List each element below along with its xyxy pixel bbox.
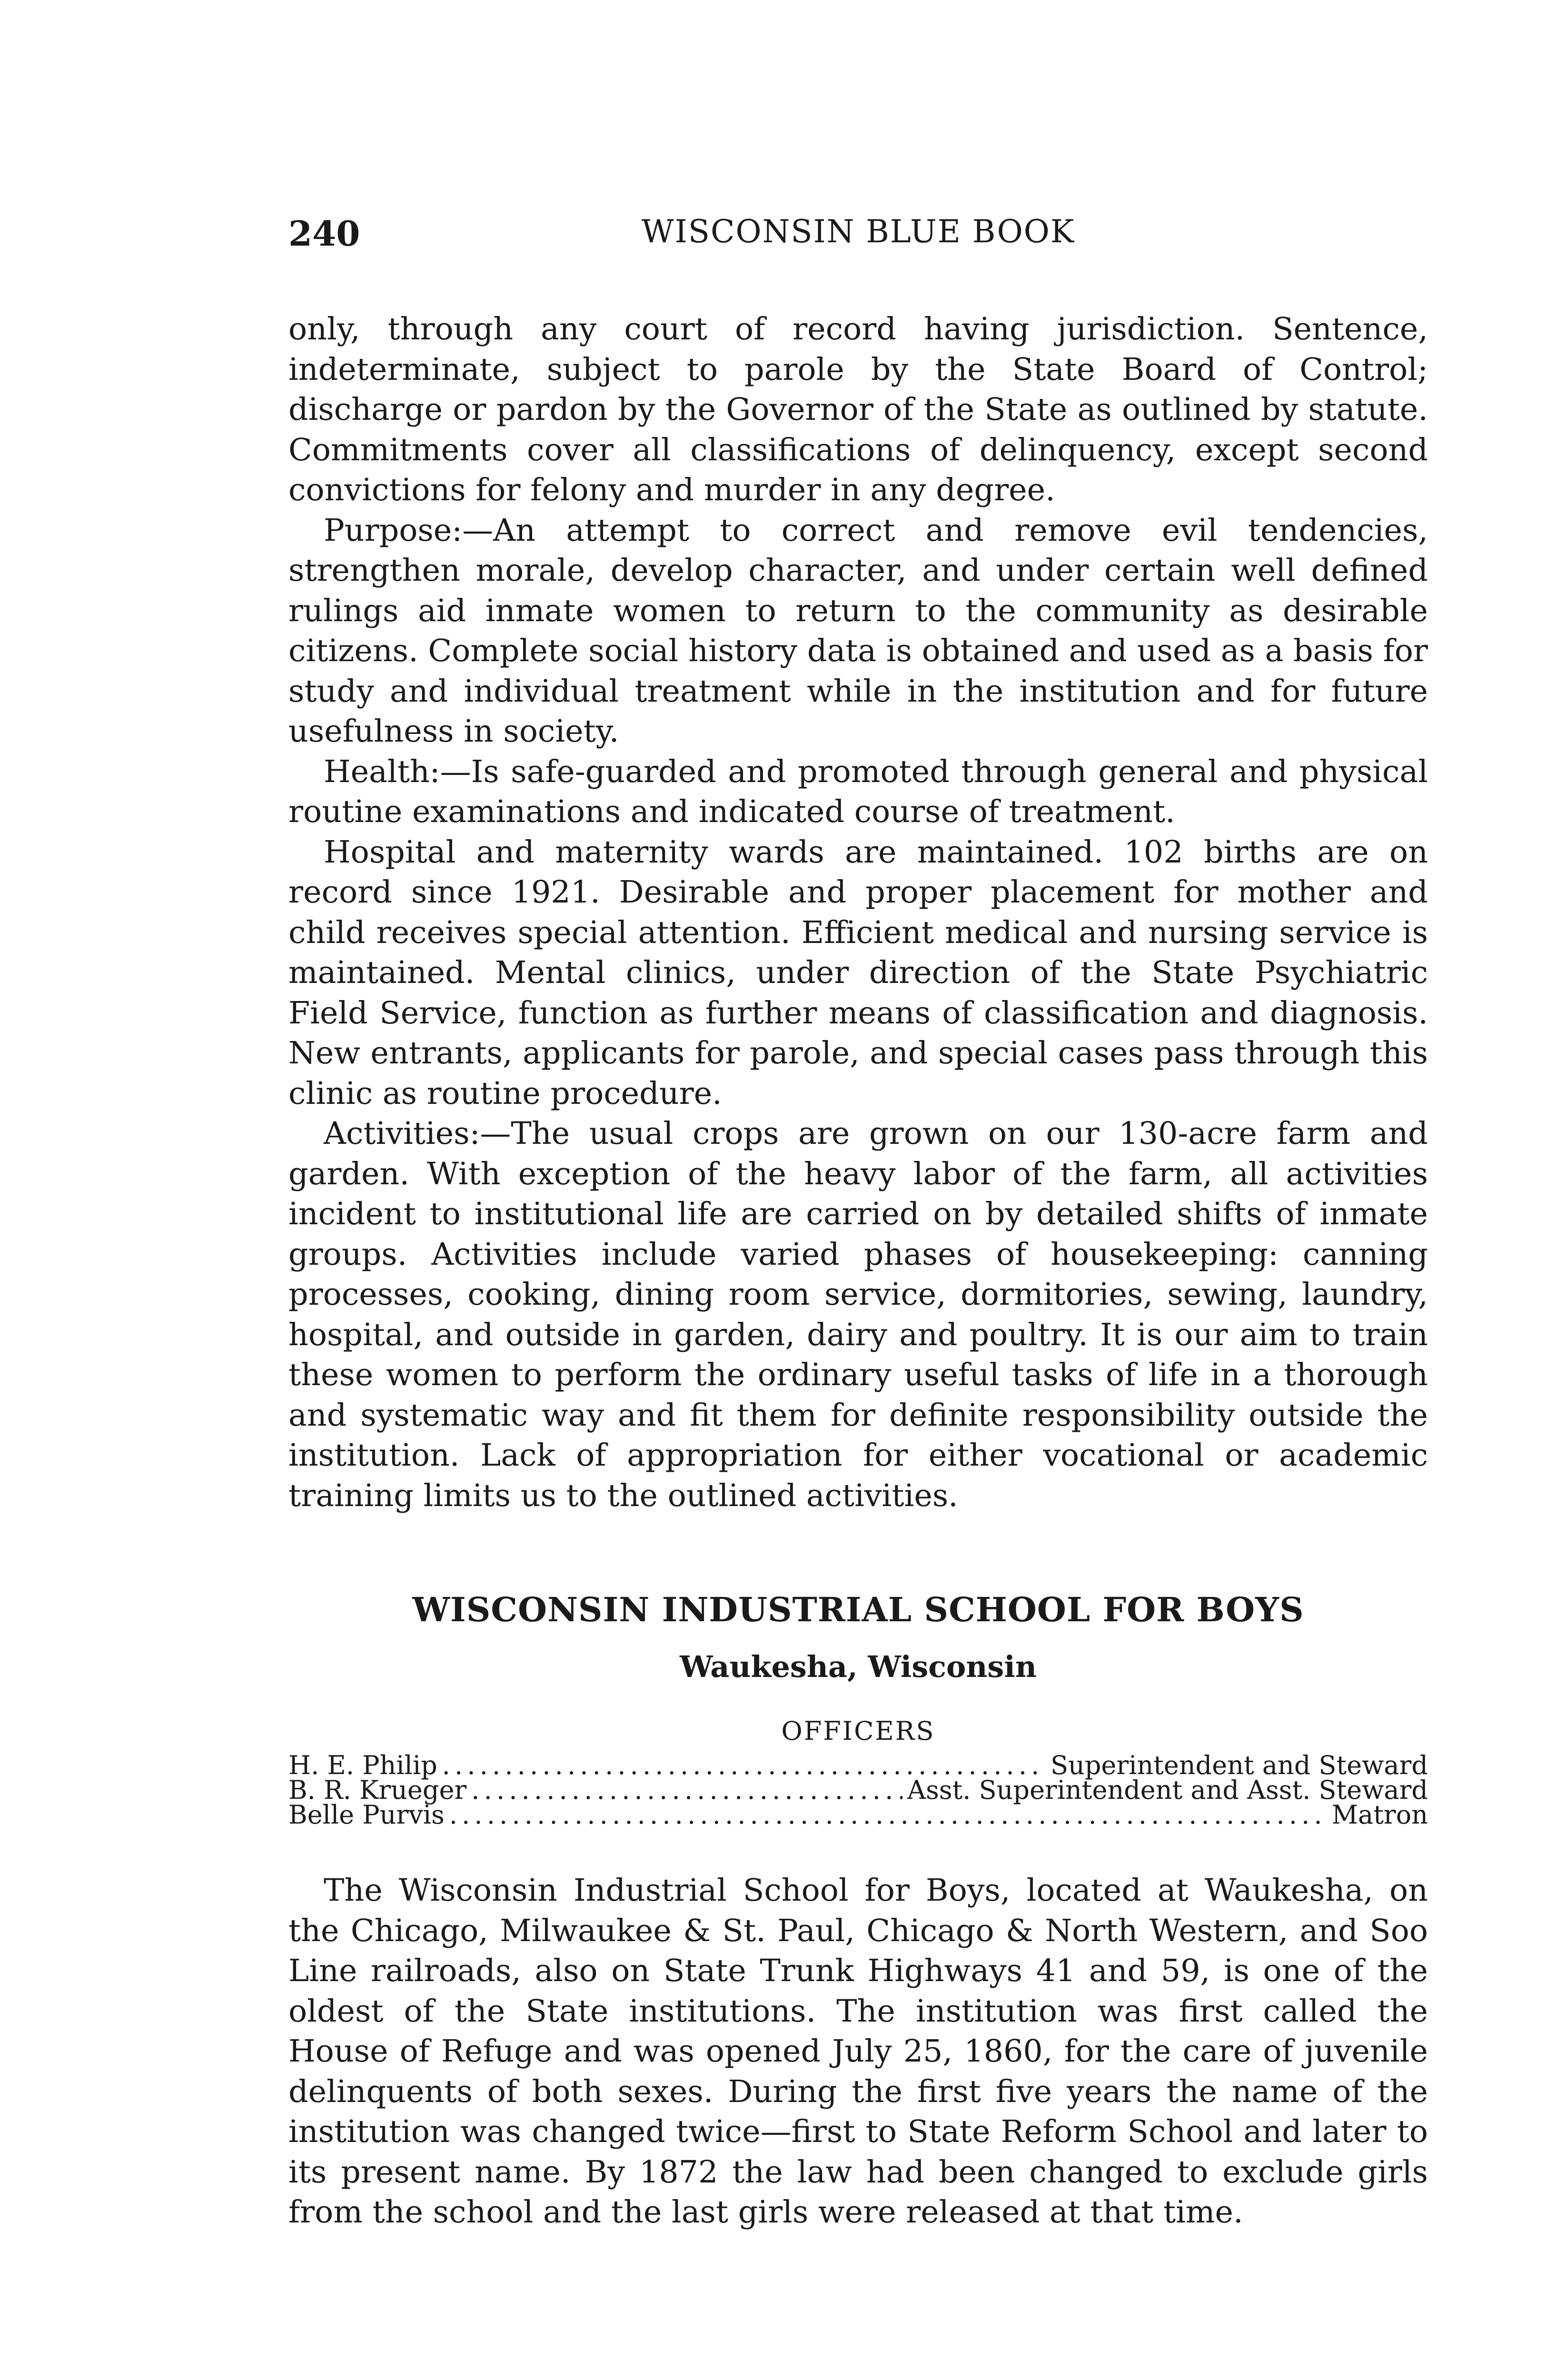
officer-name: Belle Purvis [288, 1800, 445, 1830]
section-body-text [288, 1871, 1428, 2233]
officer-row [288, 1775, 1428, 1805]
page-header [288, 213, 1428, 270]
section-location: Waukesha, Wisconsin [680, 1649, 1037, 1684]
paragraph-commitment: only, through any court of record having jurisdiction. Sentence, indeterminate, subject to parole by the State Board of Control; discharge or pardon by the Governor of the State as outlined by statute. Commitments cover all classifications of delinquency, except second convictions for felony and murder in any degree. [288, 311, 1428, 508]
officer-row [288, 1750, 1428, 1780]
dot-leader [442, 1753, 1046, 1778]
paragraph-school-history: The Wisconsin Industrial School for Boys, located at Waukesha, on the Chicago, Milwaukee & St. Paul, Chicago & North Western, and Soo Line railroads, also on State Trunk Highways 41 and 59, is one of the oldest of the State institutions. The institution was first called the House of Refuge and was opened July 25, 1860, for the care of juvenile delinquents of both sexes. During the first five years the name of the institution was changed twice—first to State Reform School and later to its present name. By 1872 the law had been changed to exclude girls from the school and the last girls were released at that time. [288, 1873, 1428, 2230]
officer-title: Superintendent and Steward [1050, 1750, 1428, 1780]
section-title: WISCONSIN INDUSTRIAL SCHOOL FOR BOYS [412, 1590, 1304, 1629]
officer-title: Matron [1331, 1800, 1428, 1830]
officer-title: Asst. Superintendent and Asst. Steward [907, 1775, 1428, 1805]
officer-row [288, 1800, 1428, 1830]
dot-leader [449, 1803, 1327, 1827]
dot-leader [471, 1778, 902, 1803]
paragraph-hospital: Hospital and maternity wards are maintained. 102 births are on record since 1921. Desirable and proper placement for mother and child receives special attention. Efficient medical and nursing service is maintained. Mental clinics, under direction of the State Psychiatric Field Service, function as further means of classification and diagnosis. New entrants, applicants for parole, and special cases pass through this clinic as routine procedure. [288, 834, 1428, 1111]
paragraph-activities: Activities:—The usual crops are grown on our 130-acre farm and garden. With exception of the heavy labor of the farm, all activities incident to institutional life are carried on by detailed shifts of inmate groups. Activities include varied phases of housekeeping: canning processes, cooking, dining room service, dormitories, sewing, laundry, hospital, and outside in garden, dairy and poultry. It is our aim to train these women to perform the ordinary useful tasks of life in a thorough and systematic way and fit them for definite responsibility outside the institution. Lack of appropriation for either vocational or academic training limits us to the outlined activities. [288, 1116, 1428, 1514]
officer-name: H. E. Philip [288, 1750, 437, 1780]
officers-list [288, 1750, 1428, 1830]
paragraph-health: Health:—Is safe-guarded and promoted through general and physical routine examinations and indicated course of treatment. [288, 754, 1428, 830]
officer-name: B. R. Krueger [288, 1775, 467, 1805]
running-head: WISCONSIN BLUE BOOK [641, 213, 1075, 250]
paragraph-purpose: Purpose:—An attempt to correct and remove evil tendencies, strengthen morale, develop character, and under certain well defined rulings aid inmate women to return to the community as desirable citizens. Complete social history data is obtained and used as a basis for study and individual treatment while in the institution and for future usefulness in society. [288, 512, 1428, 749]
officers-heading: OFFICERS [781, 1716, 935, 1746]
page-number: 240 [288, 213, 360, 254]
body-text [288, 309, 1428, 1516]
